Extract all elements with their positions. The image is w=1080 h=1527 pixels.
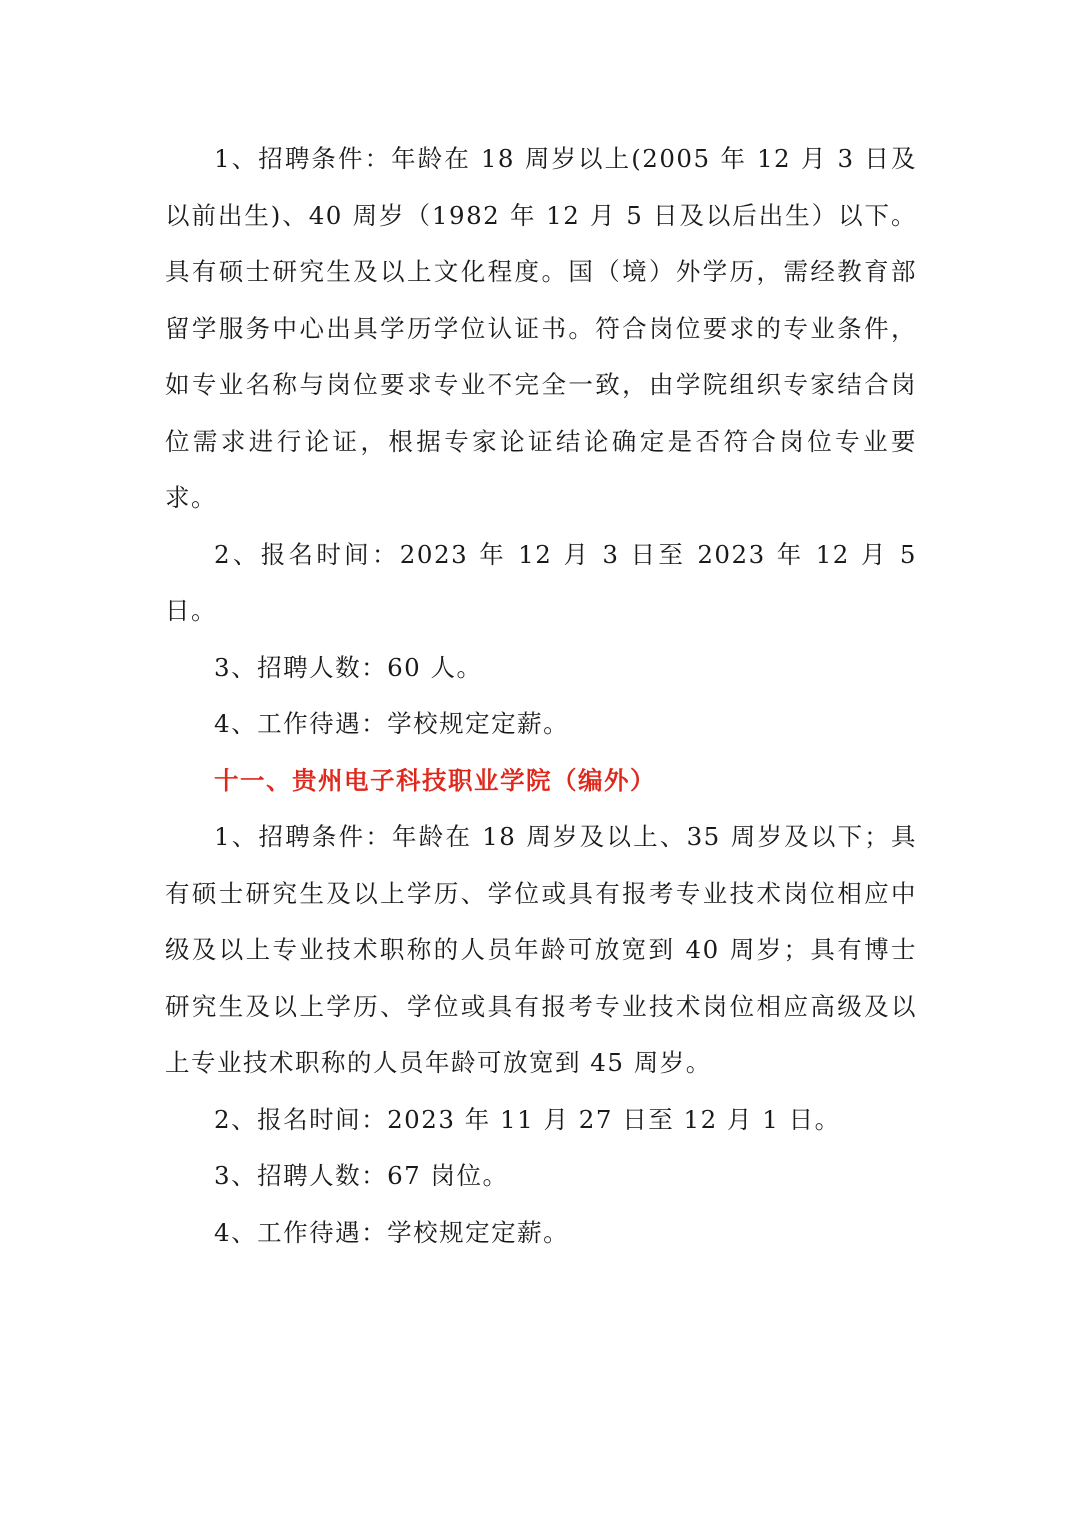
section-11-headcount-paragraph: 3、招聘人数：67 岗位。 <box>214 1161 509 1190</box>
section-11-salary-paragraph: 4、工作待遇：学校规定定薪。 <box>214 1217 570 1247</box>
section-11-registration-paragraph: 2、报名时间：2023 年 11 月 27 日至 12 月 1 日。 <box>214 1104 841 1134</box>
section-11-conditions-paragraph: 1、招聘条件：年龄在 18 周岁及以上、35 周岁及以下；具有硕士研究生及以上学历、学位或具有报考专业技术岗位相应中级及以上专业技术职称的人员年龄可放宽到 40 周岁；具有博士研究生及以上学历、学位或具有报考专业技术岗位相应高级及以上专业技术职称的人员年龄可放宽到 45 周岁。 <box>165 822 917 1077</box>
prev-conditions-paragraph: 1、招聘条件：年龄在 18 周岁以上(2005 年 12 月 3 日及以前出生)、40 周岁（1982 年 12 月 5 日及以后出生）以下。具有硕士研究生及以上文化程度。国（境）外学历，需经教育部留学服务中心出具学历学位认证书。符合岗位要求的专业条件，如专业名称与岗位要求专业不完全一致，由学院组织专家结合岗位需求进行论证，根据专家论证结论确定是否符合岗位专业要求。 <box>165 144 917 512</box>
document-body <box>165 131 917 1261</box>
section-11-heading: 十一、贵州电子科技职业学院（编外） <box>214 765 656 795</box>
prev-headcount-paragraph: 3、招聘人数：60 人。 <box>214 652 483 682</box>
prev-registration-paragraph: 2、报名时间：2023 年 12 月 3 日至 2023 年 12 月 5 日。 <box>165 539 917 625</box>
prev-salary-paragraph: 4、工作待遇：学校规定定薪。 <box>214 709 570 738</box>
